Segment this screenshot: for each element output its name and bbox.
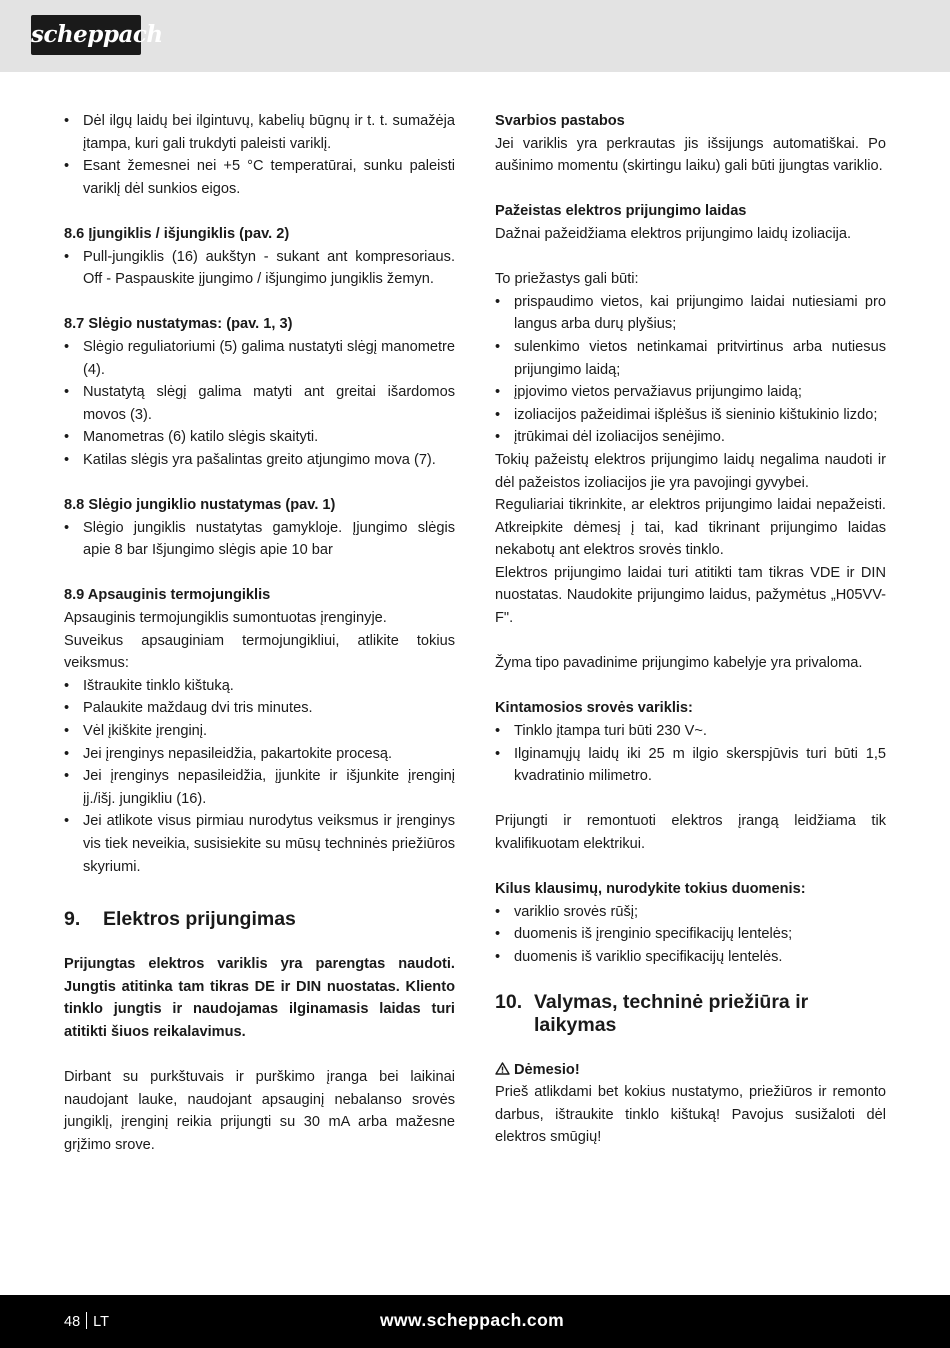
section-8-6-list — [64, 246, 455, 291]
list-item: • Slėgio reguliatoriumi (5) galima nustatyti slėgį manometre (4). — [64, 336, 455, 381]
paragraph: Jei variklis yra perkrautas jis išsijungs automatiškai. Po aušinimo momentu (skirtingu laiku) gali būti įjungtas variklio. — [495, 135, 886, 175]
website-url: www.scheppach.com — [380, 1310, 565, 1330]
section-9-heading — [64, 908, 455, 931]
paragraph: To priežastys gali būti: — [495, 271, 639, 288]
list-item: • Esant žemesnei nei +5 °C temperatūrai, sunku paleisti variklį dėl sunkios eigos. — [64, 155, 455, 200]
paragraph: Tokių pažeistų elektros prijungimo laidų negalima naudoti ir dėl pažeistos izoliacijos jie yra pavojingi gyvybei. — [495, 451, 886, 491]
section-8-8-heading: 8.8 Slėgio jungiklio nustatymas (pav. 1) — [64, 497, 336, 514]
section-9-number: 9. — [64, 908, 81, 931]
section-9-intro: Prijungtas elektros variklis yra parengtas naudoti. Jungtis atitinka tam tikras DE ir DIN nuostatas. Kliento tinklo jungtis ir naudojamas ilginamasis laidas turi atitikti šiuos reikalavimus. — [64, 956, 455, 1040]
list-item: • Dėl ilgų laidų bei ilgintuvų, kabelių būgnų ir t. t. sumažėja įtampa, kuri gali trukdyti paleisti variklį. — [64, 110, 455, 155]
section-10-title: Valymas, techninė priežiūra ir laikymas — [534, 990, 809, 1036]
list-item: • įpjovimo vietos pervažiavus prijungimo laidą; — [495, 381, 886, 404]
section-8-8-list — [64, 517, 455, 562]
scheppach-logo: scheppach — [31, 15, 141, 55]
page-number-value: 48 — [64, 1314, 81, 1330]
causes-list — [495, 291, 886, 449]
damaged-cable-heading: Pažeistas elektros prijungimo laidas — [495, 203, 747, 220]
list-item: • izoliacijos pažeidimai išplėšus iš sieninio kištukinio lizdo; — [495, 404, 886, 427]
attention-heading — [495, 1059, 886, 1082]
list-item: • Pull-jungiklis (16) aukštyn - sukant ant kompresoriaus. Off - Paspauskite įjungimo / išjungimo jungiklis žemyn. — [64, 246, 455, 291]
list-item: • įtrūkimai dėl izoliacijos senėjimo. — [495, 426, 886, 449]
section-8-9-list — [64, 675, 455, 878]
section-10-heading — [495, 991, 886, 1037]
page-footer — [0, 1295, 950, 1348]
paragraph: Elektros prijungimo laidai turi atitikti tam tikras VDE ir DIN nuostatas. Naudokite prijungimo laidus, pažymėtus „H05VV-F". — [495, 564, 886, 627]
warning-icon — [495, 1060, 510, 1073]
section-8-6-heading: 8.6 Įjungiklis / išjungiklis (pav. 2) — [64, 225, 290, 242]
section-8-9-heading: 8.9 Apsauginis termojungiklis — [64, 587, 271, 604]
left-column — [64, 110, 455, 1157]
attention-title: Dėmesio! — [514, 1061, 580, 1078]
ac-motor-heading: Kintamosios srovės variklis: — [495, 700, 693, 717]
list-item: • Slėgio jungiklis nustatytas gamykloje. Įjungimo slėgis apie 8 bar Išjungimo slėgis apie 10 bar — [64, 517, 455, 562]
list-item: • Katilas slėgis yra pašalintas greito atjungimo mova (7). — [64, 449, 455, 472]
paragraph: Žyma tipo pavadinime prijungimo kabelyje yra privaloma. — [495, 655, 863, 672]
list-item: • Jei atlikote visus pirmiau nurodytus veiksmus ir įrenginys vis tiek neveikia, susisiekite su mūsų techninės priežiūros skyriumi. — [64, 810, 455, 878]
list-item: • Nustatytą slėgį galima matyti ant greitai išardomos movos (3). — [64, 381, 455, 426]
paragraph: Apsauginis termojungiklis sumontuotas įrenginyje. — [64, 610, 387, 627]
paragraph: Prieš atlikdami bet kokius nustatymo, priežiūros ir remonto darbus, ištraukite tinklo kištuką! Pavojus susižaloti dėl elektros smūgių! — [495, 1084, 886, 1146]
list-item: • Palaukite maždaug dvi tris minutes. — [64, 697, 455, 720]
language-code: LT — [93, 1314, 109, 1330]
paragraph: Prijungti ir remontuoti elektros įrangą leidžiama tik kvalifikuotam elektrikui. — [495, 813, 886, 852]
intro-list — [64, 110, 455, 200]
section-8-7-heading: 8.7 Slėgio nustatymas: (pav. 1, 3) — [64, 316, 293, 333]
section-10-number: 10. — [495, 990, 523, 1013]
page-header — [0, 0, 950, 72]
paragraph: Suveikus apsauginiam termojungikliui, atlikite tokius veiksmus: — [64, 632, 455, 672]
ac-motor-list — [495, 720, 886, 788]
list-item: • Jei įrenginys nepasileidžia, pakartokite procesą. — [64, 743, 455, 766]
divider — [86, 1312, 87, 1329]
paragraph: Reguliariai tikrinkite, ar elektros prijungimo laidai nepažeisti. Atkreipkite dėmesį į tai, kad tikrinant prijungimo laidas nekabotų ant elektros srovės tinklo. — [495, 497, 886, 559]
list-item: • variklio srovės rūšį; — [495, 901, 886, 924]
list-item: • Ištraukite tinklo kištuką. — [64, 675, 455, 698]
list-item: • duomenis iš įrenginio specifikacijų lentelės; — [495, 923, 886, 946]
list-item: • Tinklo įtampa turi būti 230 V~. — [495, 720, 886, 743]
right-column — [495, 110, 886, 1149]
questions-heading: Kilus klausimų, nurodykite tokius duomenis: — [495, 881, 806, 898]
list-item: • Manometras (6) katilo slėgis skaityti. — [64, 426, 455, 449]
list-item: • duomenis iš variklio specifikacijų lentelės. — [495, 946, 886, 969]
paragraph: Dirbant su purkštuvais ir purškimo įranga bei laikinai naudojant lauke, naudojant apsauginį nebalanso srovės jungiklį, įrenginį reikia prijungti su 30 mA arba mažesne grįžimo srove. — [64, 1069, 455, 1153]
page-number — [64, 1312, 109, 1331]
important-notes-heading: Svarbios pastabos — [495, 113, 625, 129]
list-item: • Ilginamųjų laidų iki 25 m ilgio skerspjūvis turi būti 1,5 kvadratinio milimetro. — [495, 743, 886, 788]
list-item: • sulenkimo vietos netinkamai pritvirtinus arba nutiesus prijungimo laidą; — [495, 336, 886, 381]
section-8-7-list — [64, 336, 455, 472]
paragraph: Dažnai pažeidžiama elektros prijungimo laidų izoliacija. — [495, 225, 852, 242]
section-9-title: Elektros prijungimas — [103, 908, 296, 931]
questions-list — [495, 901, 886, 969]
list-item: • Vėl įkiškite įrenginį. — [64, 720, 455, 743]
list-item: • Jei įrenginys nepasileidžia, įjunkite ir išjunkite įrenginį įj./išj. jungikliu (16). — [64, 765, 455, 810]
list-item: • prispaudimo vietos, kai prijungimo laidai nutiesiami pro langus arba durų plyšius; — [495, 291, 886, 336]
